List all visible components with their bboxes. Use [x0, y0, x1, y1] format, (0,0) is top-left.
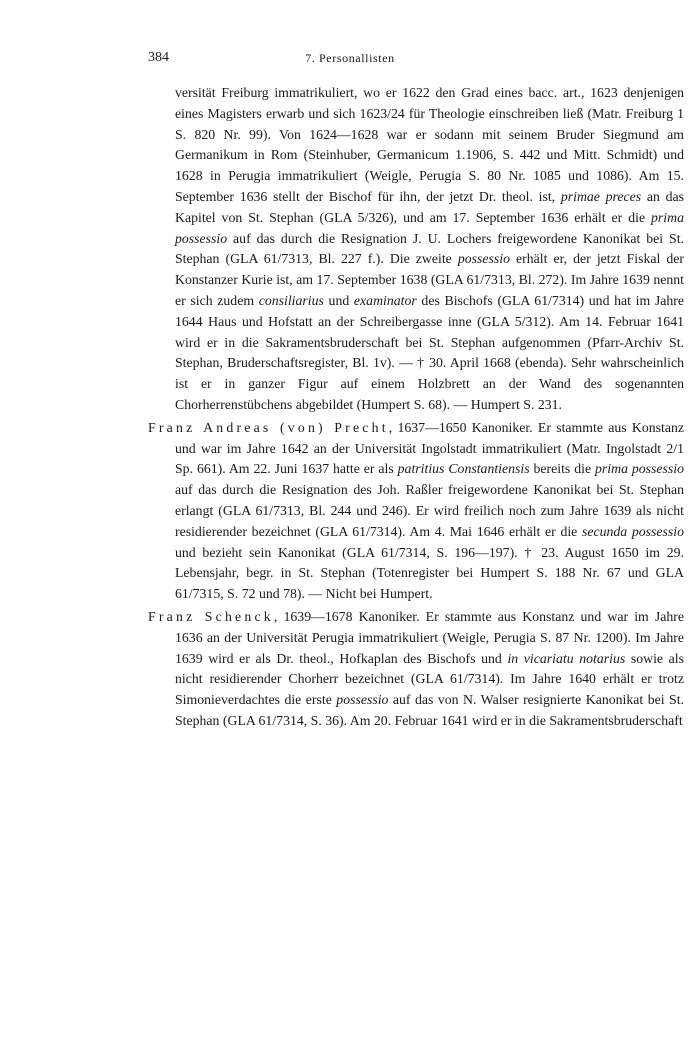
italic-term: primae preces: [560, 188, 642, 204]
entry: [148, 607, 684, 732]
italic-term: in vicariatu notarius: [507, 650, 626, 666]
italic-term: consiliarius: [258, 292, 324, 308]
text-segment: und bezieht sein Kanonikat (GLA 61/7314, S. 196—197). † 23. August 1650 im 29. Lebensjahr, begr. in St. Stephan (Totenregister bei Humpert S. 188 Nr. 67 und GLA 61/7315, S. 72 und 78). — Nicht bei Humpert.: [175, 544, 684, 602]
italic-term: secunda possessio: [581, 523, 685, 539]
entry: [148, 418, 684, 605]
text-segment: bereits die: [529, 461, 595, 477]
text-segment: auf das von N. Walser resignierte Kanonikat bei St. Stephan (GLA 61/7314, S. 36). Am 20. Februar 1641 wird er in die Sakramentsbruderschaft: [175, 692, 684, 728]
text-segment: , 1639—1678 Kanoniker. Er stammte aus Konstanz und war im Jahre 1636 an der Universität Perugia immatrikuliert (Weigle, Perugia S. 87 Nr. 1200). Im Jahre 1639 wird er als Dr. theol., Hofkaplan des Bischofs und: [175, 608, 685, 666]
italic-term: examinator: [353, 292, 417, 308]
italic-term: prima possessio: [175, 209, 684, 246]
page-header: [0, 50, 700, 72]
text-segment: des Bischofs (GLA 61/7314) und hat im Jahre 1644 Haus und Hofstatt an der Schreibergasse inne (GLA 5/312). Am 14. Februar 1641 wird er in die Sakramentsbruderschaft bei St. Stephan aufgenommen (Pfarr-Archiv St. Stephan, Bruderschaftsregister, Bl. 1v). — † 30. April 1668 (ebenda). Sehr wahrscheinlich ist er in ganzer Figur auf einem Holzbrett an der Wand des sogenannten Chorherrenstübchens abgebildet (Humpert S. 68). — Humpert S. 231.: [175, 292, 684, 412]
text-segment: an das Kapitel von St. Stephan (GLA 5/326), und am 17. September 1636 erhält er die: [175, 188, 684, 225]
italic-term: patritius Constantiensis: [397, 461, 530, 477]
entry-name: Franz Andreas (von) Precht: [148, 419, 389, 435]
text-segment: , 1637—1650 Kanoniker. Er stammte aus Konstanz und war im Jahre 1642 an der Universität Ingolstadt immatrikuliert (Matr. Ingolstadt 2/1 Sp. 661). Am 22. Juni 1637 hatte er als: [175, 419, 684, 477]
text-segment: sowie als nicht residierender Chorherr bezeichnet (GLA 61/7314). Im Jahre 1640 erhält er trotz Simonieverdachtes die erste: [175, 650, 684, 708]
text-segment: und: [323, 292, 354, 308]
body-text: [148, 83, 684, 734]
entry-continuation: [148, 83, 684, 416]
text-segment: auf das durch die Resignation J. U. Lochers freigewordene Kanonikat bei St. Stephan (GLA 61/7313, Bl. 227 f.). Die zweite: [175, 230, 684, 267]
text-segment: versität Freiburg immatrikuliert, wo er 1622 den Grad eines bacc. art., 1623 denjenigen eines Magisters erwarb und sich 1623/24 für Theologie einschreiben ließ (Matr. Freiburg 1 S. 820 Nr. 99). Von 1624—1628 war er sodann mit seinem Bruder Siegmund am Germanikum in Rom (Steinhuber, Germanicum 1.1906, S. 442 und Mitt. Schmidt) und 1628 in Perugia immatrikuliert (Weigle, Perugia S. 80 Nr. 1085 und 1086). Am 15. September 1636 stellt der Bischof für ihn, der jetzt Dr. theol. ist,: [175, 85, 684, 204]
entry-name: Franz Schenck: [148, 608, 274, 624]
italic-term: possessio: [457, 251, 510, 267]
text-segment: erhält er, der jetzt Fiskal der Konstanzer Kurie ist, am 17. September 1638 (GLA 61/7313, Bl. 272). Im Jahre 1639 nennt er sich zudem: [175, 251, 684, 308]
page-number: 384: [148, 50, 169, 65]
italic-term: possessio: [336, 692, 389, 708]
italic-term: prima possessio: [595, 461, 685, 477]
running-head: 7. Personallisten: [305, 51, 395, 65]
text-segment: auf das durch die Resignation des Joh. Raßler freigewordene Kanonikat bei St. Stephan erlangt (GLA 61/7313, Bl. 244 und 246). Er wird freilich noch zum Jahre 1639 als nicht residierender bezeichnet (GLA 61/7314). Am 4. Mai 1646 erhält er die: [175, 482, 684, 539]
